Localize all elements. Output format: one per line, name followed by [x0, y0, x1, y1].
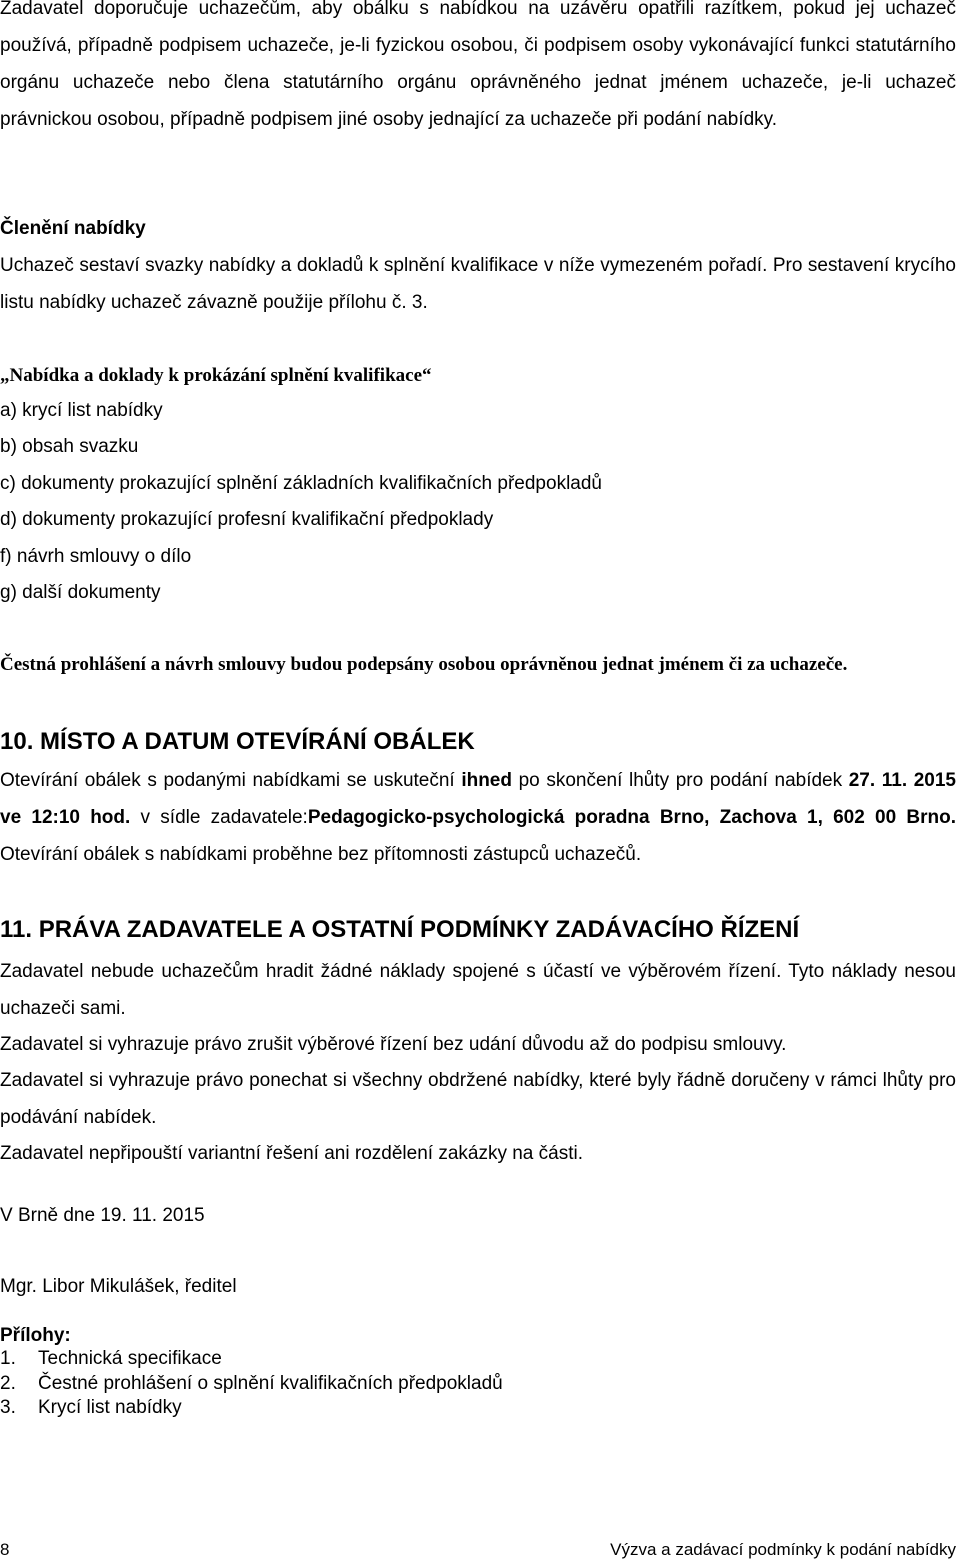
attachment-number: 3. [0, 1397, 16, 1418]
list-item: f) návrh smlouvy o dílo [0, 545, 192, 567]
section-10-text-3: v sídle zadavatele: [130, 807, 308, 828]
section-10-text-4: Otevírání obálek s nabídkami proběhne bez přítomnosti zástupců uchazečů. [0, 844, 642, 865]
list-item [0, 1372, 503, 1397]
list-item: c) dokumenty prokazující splnění základních kvalifikačních předpokladů [0, 472, 602, 494]
section-10-bold-address: Pedagogicko-psychologická poradna Brno, Zachova 1, 602 00 Brno. [307, 807, 956, 828]
list-item [0, 1396, 503, 1421]
order-note: Čestná prohlášení a návrh smlouvy budou podepsány osobou oprávněnou jednat jménem či za uchazeče. [0, 654, 848, 675]
attachment-number: 2. [0, 1372, 16, 1394]
order-title: „Nabídka a doklady k prokázání splnění kvalifikace“ [0, 365, 432, 386]
attachments-heading: Přílohy: [0, 1325, 71, 1346]
signature: Mgr. Libor Mikulášek, ředitel [0, 1276, 237, 1297]
list-item: a) krycí list nabídky [0, 400, 163, 421]
list-item: g) další dokumenty [0, 582, 161, 604]
section-10-paragraph [0, 762, 956, 873]
place-and-date: V Brně dne 19. 11. 2015 [0, 1205, 205, 1226]
section-10-bold-date: 27. 11. 2015 ve 12:10 hod. [0, 770, 956, 828]
footer-title: Výzva a zadávací podmínky k podání nabídky [610, 1540, 956, 1559]
intro-paragraph: Zadavatel doporučuje uchazečům, aby obálku s nabídkou na uzávěru opatřili razítkem, pokud jej uchazeč používá, případně podpisem uchazeče, je-li fyzickou osobou, či podpisem osoby vykonávající funkci statutárního orgánu uchazeče nebo člena statutárního orgánu oprávněného jednat jménem uchazeče, je-li uchazeč právnickou osobou, případně podpisem jiné osoby jednající za uchazeče při podání nabídky. [0, 0, 956, 130]
section-10-heading: 10. MÍSTO A DATUM OTEVÍRÁNÍ OBÁLEK [0, 728, 475, 755]
section-11-paragraph-1: Zadavatel nebude uchazečům hradit žádné náklady spojené s účastí ve výběrovém řízení. Tyto náklady nesou uchazeči sami. [0, 961, 956, 1019]
list-item: d) dokumenty prokazující profesní kvalifikační předpoklady [0, 509, 494, 531]
page-footer [0, 1540, 956, 1560]
list-item: b) obsah svazku [0, 436, 139, 458]
attachment-label: Krycí list nabídky [38, 1397, 182, 1418]
attachment-number: 1. [0, 1348, 16, 1369]
cleneni-heading: Členění nabídky [0, 218, 146, 239]
section-10-text-1: Otevírání obálek s podanými nabídkami se uskuteční [0, 770, 462, 791]
section-11-paragraph-3: Zadavatel si vyhrazuje právo ponechat si všechny obdržené nabídky, které byly řádně doručeny v rámci lhůty pro podávání nabídek. [0, 1070, 956, 1128]
page-number: 8 [0, 1540, 10, 1559]
section-11-paragraph-2: Zadavatel si vyhrazuje právo zrušit výběrové řízení bez udání důvodu až do podpisu smlouvy. [0, 1034, 787, 1055]
list-item [0, 1347, 503, 1372]
section-10-bold-immediately: ihned [461, 770, 512, 791]
attachment-label: Čestné prohlášení o splnění kvalifikačních předpokladů [38, 1372, 503, 1394]
section-10-text-2: po skončení lhůty pro podání nabídek [511, 770, 849, 791]
cleneni-paragraph: Uchazeč sestaví svazky nabídky a dokladů k splnění kvalifikace v níže vymezeném pořadí. Pro sestavení krycího listu nabídky uchazeč závazně použije přílohu č. 3. [0, 255, 956, 313]
attachments-list [0, 1347, 503, 1421]
attachment-label: Technická specifikace [38, 1348, 222, 1369]
section-11-paragraph-4: Zadavatel nepřipouští variantní řešení ani rozdělení zakázky na části. [0, 1143, 583, 1164]
order-list [0, 393, 602, 611]
section-11-heading: 11. PRÁVA ZADAVATELE A OSTATNÍ PODMÍNKY ZADÁVACÍHO ŘÍZENÍ [0, 916, 800, 943]
